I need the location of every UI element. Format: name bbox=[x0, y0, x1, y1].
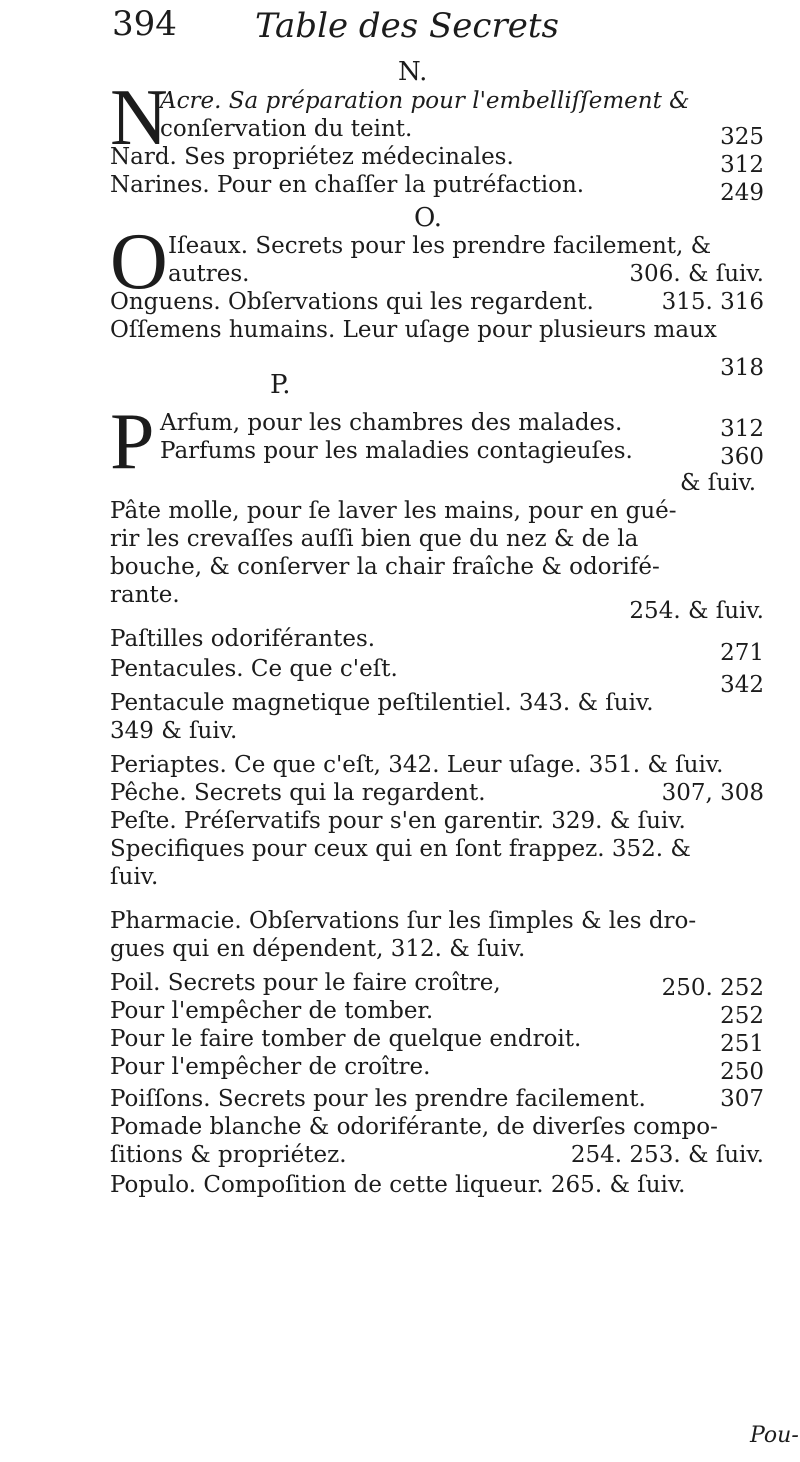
page-ref: 360 bbox=[720, 444, 764, 470]
dropcap-p: P bbox=[110, 398, 155, 486]
page-ref: 250 bbox=[720, 1059, 764, 1085]
section-letter-o: O. bbox=[414, 203, 443, 233]
page-ref: 325 bbox=[720, 124, 764, 150]
index-entry: Pâte molle, pour ſe laver les mains, pour en gué- bbox=[110, 498, 677, 524]
page-ref: 312 bbox=[720, 152, 764, 178]
running-title: Table des Secrets bbox=[255, 6, 559, 46]
index-entry: Narines. Pour en chaſſer la putréfaction. bbox=[110, 172, 585, 198]
index-entry-cont: rante. bbox=[110, 582, 180, 608]
index-entry-cont: ſuiv. bbox=[110, 864, 159, 890]
index-entry-cont: 349 & ſuiv. bbox=[110, 718, 238, 744]
index-entry: Pour l'empêcher de croître. bbox=[110, 1054, 431, 1080]
index-entry: Pentacules. Ce que c'eſt. bbox=[110, 656, 398, 682]
index-entry: Iſeaux. Secrets pour les prendre facilement, & bbox=[168, 233, 712, 259]
page-ref: 312 bbox=[720, 416, 764, 442]
index-entry-cont: rir les crevaſſes auſſi bien que du nez & de la bbox=[110, 526, 639, 552]
section-letter-p: P. bbox=[270, 370, 291, 400]
index-entry-cont: autres. bbox=[168, 261, 250, 287]
page-ref: 315. 316 bbox=[661, 289, 764, 315]
index-entry: Pentacule magnetique peſtilentiel. 343. & ſuiv. bbox=[110, 690, 654, 716]
page-ref: 252 bbox=[720, 1003, 764, 1029]
page-ref: 254. 253. & ſuiv. bbox=[570, 1142, 764, 1168]
catchword: Pou- bbox=[750, 1423, 799, 1448]
index-entry-cont: & ſuiv. bbox=[680, 470, 757, 496]
index-entry: Periaptes. Ce que c'eſt, 342. Leur uſage. 351. & ſuiv. bbox=[110, 752, 724, 778]
index-entry: Acre. Sa préparation pour l'embelliſſement & bbox=[160, 88, 690, 114]
page-ref: 251 bbox=[720, 1031, 764, 1057]
page-ref: 307 bbox=[720, 1086, 764, 1112]
index-entry: Pharmacie. Obſervations ſur les ſimples & les dro- bbox=[110, 908, 697, 934]
index-entry: Oſſemens humains. Leur uſage pour plusieurs maux bbox=[110, 317, 717, 343]
page-ref: 318 bbox=[720, 355, 764, 381]
page-ref: 307, 308 bbox=[661, 780, 764, 806]
index-entry: Poil. Secrets pour le faire croître, bbox=[110, 970, 501, 996]
index-entry-cont: ſitions & propriétez. bbox=[110, 1142, 347, 1168]
page-ref: 250. 252 bbox=[661, 975, 764, 1001]
index-entry: Parfums pour les maladies contagieuſes. bbox=[160, 438, 633, 464]
index-entry-cont: Specifiques pour ceux qui en ſont frappez. 352. & bbox=[110, 836, 691, 862]
index-entry: Pour l'empêcher de tomber. bbox=[110, 998, 434, 1024]
page-number: 394 bbox=[112, 4, 177, 44]
page-ref: 254. & ſuiv. bbox=[629, 598, 764, 624]
index-entry: Pour le faire tomber de quelque endroit. bbox=[110, 1026, 582, 1052]
index-entry: Arfum, pour les chambres des malades. bbox=[160, 410, 623, 436]
index-entry: Pomade blanche & odoriférante, de diverſes compo- bbox=[110, 1114, 718, 1140]
index-entry: Nard. Ses propriétez médecinales. bbox=[110, 144, 514, 170]
dropcap-n: N bbox=[110, 74, 168, 162]
index-entry: Pêche. Secrets qui la regardent. bbox=[110, 780, 486, 806]
section-letter-n: N. bbox=[398, 57, 428, 87]
index-entry: Populo. Compoſition de cette liqueur. 265. & ſuiv. bbox=[110, 1172, 686, 1198]
index-entry-cont: conſervation du teint. bbox=[160, 116, 413, 142]
index-entry: Onguens. Obſervations qui les regardent. bbox=[110, 289, 594, 315]
page-ref: 271 bbox=[720, 640, 764, 666]
index-entry-cont: bouche, & conſerver la chair fraîche & odorifé- bbox=[110, 554, 660, 580]
index-entry: Poiſſons. Secrets pour les prendre facilement. bbox=[110, 1086, 646, 1112]
index-entry: Paſtilles odoriférantes. bbox=[110, 626, 376, 652]
index-entry-cont: gues qui en dépendent, 312. & ſuiv. bbox=[110, 936, 526, 962]
index-entry: Peſte. Préſervatifs pour s'en garentir. 329. & ſuiv. bbox=[110, 808, 686, 834]
page-ref: 249 bbox=[720, 180, 764, 206]
dropcap-o: O bbox=[110, 218, 168, 306]
page-ref: 306. & ſuiv. bbox=[629, 261, 764, 287]
page-ref: 342 bbox=[720, 672, 764, 698]
